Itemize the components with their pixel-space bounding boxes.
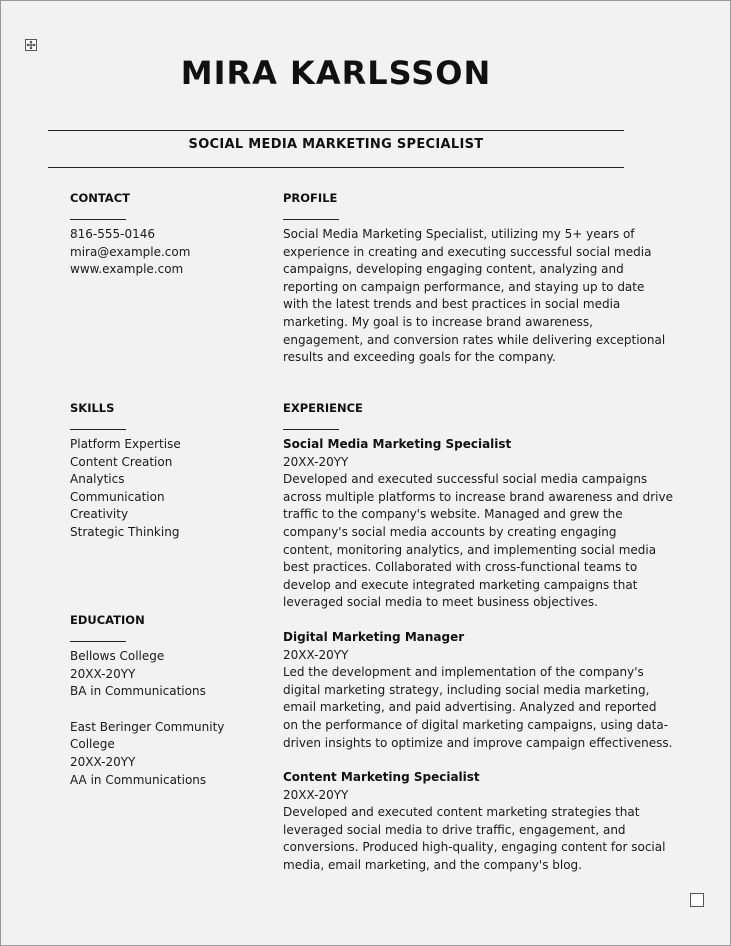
education-entry (70, 719, 270, 789)
title-rule-top (48, 130, 624, 131)
job-description-line: content, monitoring analytics, and implementing social media (283, 542, 657, 557)
education-degree: BA in Communications (70, 684, 206, 699)
profile-line: Social Media Marketing Specialist, utilizing my 5+ years of (283, 227, 635, 241)
job-description-line: Developed and executed successful social media campaigns (283, 472, 648, 487)
job-title: Social Media Marketing Specialist (283, 437, 512, 451)
skill-item: Content Creation (70, 454, 173, 469)
contact-phone: 816-555-0146 (70, 227, 156, 241)
skill-item: Strategic Thinking (70, 524, 180, 539)
skill-item: Creativity (70, 507, 129, 522)
education-school: Bellows College (70, 649, 165, 663)
contact-heading: CONTACT (70, 191, 130, 205)
skill-item: Platform Expertise (70, 437, 181, 451)
job-years: 20XX-20YY (283, 647, 349, 662)
job-description-line: best practices. Collaborated with cross-functional teams to (283, 560, 638, 575)
job-description-line: driven insights to optimize and improve campaign effectiveness. (283, 735, 673, 750)
job-description-line: traffic to the company's website. Managed and grew the (283, 507, 623, 522)
skill-item: Analytics (70, 472, 125, 487)
job-description-line: leveraged social media to drive traffic, engagement, and (283, 822, 626, 837)
job-description-line: on the performance of digital marketing campaigns, using data- (283, 717, 669, 732)
profile-line: marketing. My goal is to increase brand awareness, (283, 314, 593, 329)
profile-line: campaigns, developing engaging content, analyzing and (283, 262, 624, 277)
experience-heading: EXPERIENCE (283, 401, 363, 415)
job-title: Content Marketing Specialist (283, 770, 480, 785)
resume-name: MIRA KARLSSON (180, 54, 492, 92)
education-degree: AA in Communications (70, 772, 207, 787)
experience-section (283, 401, 673, 875)
profile-line: reporting on campaign performance, and staying up to date (283, 279, 645, 294)
education-section (70, 613, 270, 789)
skills-heading: SKILLS (70, 401, 115, 415)
profile-line: with the latest trends and best practices in social media (283, 297, 621, 312)
job-years: 20XX-20YY (283, 787, 349, 802)
experience-job (283, 436, 673, 612)
education-school: East Beringer Community (70, 719, 225, 734)
profile-line: experience in creating and executing successful social media (283, 244, 652, 259)
profile-line: results and exceeding goals for the company. (283, 350, 556, 365)
education-entry (70, 648, 270, 701)
education-years: 20XX-20YY (70, 666, 136, 681)
resume-title: SOCIAL MEDIA MARKETING SPECIALIST (188, 137, 484, 152)
education-school: College (70, 737, 115, 752)
resize-handle-icon[interactable] (690, 893, 704, 907)
job-description-line: Developed and executed content marketing strategies that (283, 805, 640, 820)
skills-section (70, 401, 270, 542)
profile-section (283, 191, 666, 367)
move-handle-icon[interactable] (25, 39, 37, 51)
job-years: 20XX-20YY (283, 454, 349, 469)
education-heading: EDUCATION (70, 613, 145, 627)
job-description-line: develop and execute integrated marketing campaigns that (283, 577, 638, 592)
job-description-line: company's social media accounts by creating engaging (283, 524, 617, 539)
skill-item: Communication (70, 489, 165, 504)
profile-heading-rule (283, 219, 339, 220)
education-heading-rule (70, 641, 126, 642)
job-description-line: conversions. Produced high-quality, engaging content for social (283, 840, 666, 855)
job-description-line: across multiple platforms to increase brand awareness and drive (283, 489, 673, 504)
experience-heading-rule (283, 429, 339, 430)
education-years: 20XX-20YY (70, 754, 136, 769)
profile-text (283, 226, 666, 367)
job-description-line: leveraged social media to meet business objectives. (283, 595, 598, 610)
job-description-line: Led the development and implementation of the company's (283, 665, 644, 680)
job-description-line: media, email marketing, and the company's blog. (283, 858, 582, 873)
profile-line: engagement, and conversion rates while delivering exceptional (283, 332, 666, 347)
skills-heading-rule (70, 429, 126, 430)
contact-website: www.example.com (70, 262, 184, 277)
job-description-line: digital marketing strategy, including social media marketing, (283, 682, 650, 697)
job-title: Digital Marketing Manager (283, 629, 465, 644)
contact-email: mira@example.com (70, 244, 191, 259)
job-description-line: email marketing, and paid advertising. Analyzed and reported (283, 700, 657, 715)
title-rule-bottom (48, 167, 624, 168)
experience-job (283, 769, 666, 875)
experience-job (283, 629, 673, 752)
profile-heading: PROFILE (283, 191, 338, 205)
contact-section (70, 191, 270, 279)
contact-heading-rule (70, 219, 126, 220)
